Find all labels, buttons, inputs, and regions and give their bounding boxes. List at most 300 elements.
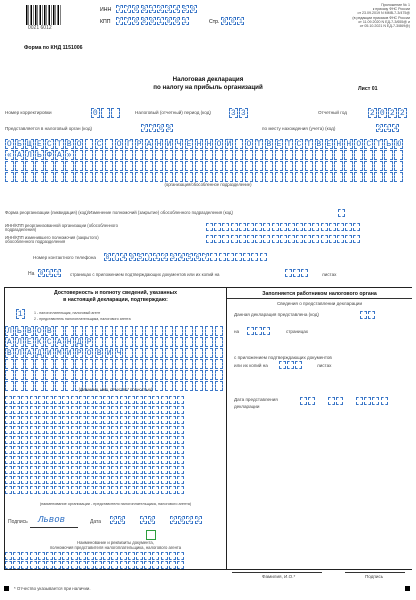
input-cell[interactable] — [62, 552, 69, 560]
input-cell[interactable] — [364, 172, 373, 182]
input-cell[interactable] — [111, 552, 118, 560]
input-cell[interactable]: И — [106, 349, 112, 358]
input-cell[interactable] — [87, 406, 94, 414]
input-cell[interactable] — [79, 552, 86, 560]
input-cell[interactable] — [13, 486, 20, 494]
input-cell[interactable] — [71, 552, 78, 560]
input-cell[interactable]: 2 — [187, 517, 192, 524]
input-cell[interactable]: О — [86, 349, 92, 358]
filed-code-cells[interactable] — [360, 311, 376, 319]
input-cell[interactable]: Ч — [176, 140, 182, 149]
input-cell[interactable] — [38, 552, 45, 560]
input-cell[interactable] — [95, 476, 102, 484]
input-cell[interactable] — [21, 416, 28, 424]
input-cell[interactable] — [13, 436, 20, 444]
input-cell[interactable] — [360, 311, 367, 319]
input-cell[interactable] — [79, 396, 86, 404]
input-cell[interactable]: А — [56, 151, 62, 160]
input-cell[interactable] — [85, 370, 94, 380]
input-cell[interactable]: И — [66, 349, 72, 358]
input-cell[interactable]: ) — [146, 254, 151, 261]
input-cell[interactable] — [125, 337, 134, 347]
input-cell[interactable]: Ь — [386, 140, 392, 149]
input-cell[interactable] — [295, 150, 304, 160]
input-cell[interactable] — [120, 476, 127, 484]
input-cell[interactable] — [384, 172, 393, 182]
input-cell[interactable] — [136, 426, 143, 434]
input-cell[interactable] — [177, 406, 184, 414]
input-cell[interactable] — [215, 326, 224, 336]
input-cell[interactable] — [144, 426, 151, 434]
input-cell[interactable] — [54, 552, 61, 560]
input-cell[interactable]: В — [66, 140, 72, 149]
input-cell[interactable] — [120, 456, 127, 464]
input-cell[interactable] — [71, 396, 78, 404]
input-cell[interactable] — [87, 476, 94, 484]
input-cell[interactable] — [45, 370, 54, 380]
input-cell[interactable] — [101, 108, 110, 118]
right-sheets-cells[interactable] — [279, 361, 304, 369]
input-cell[interactable] — [145, 370, 154, 380]
input-cell[interactable]: Т — [56, 140, 62, 149]
input-cell[interactable] — [165, 348, 174, 358]
input-cell[interactable] — [175, 172, 184, 182]
input-cell[interactable] — [128, 416, 135, 424]
reorg-cells[interactable] — [338, 209, 346, 217]
input-cell[interactable] — [275, 172, 284, 182]
input-cell[interactable] — [136, 406, 143, 414]
right-pages-cells[interactable] — [247, 327, 272, 335]
input-cell[interactable] — [15, 161, 24, 171]
grid-row[interactable] — [5, 359, 225, 369]
input-cell[interactable] — [135, 150, 144, 160]
input-cell[interactable] — [169, 561, 176, 569]
input-cell[interactable] — [222, 223, 229, 231]
input-cell[interactable] — [103, 446, 110, 454]
grid-row[interactable] — [5, 406, 185, 414]
input-cell[interactable]: 7 — [125, 18, 130, 25]
input-cell[interactable]: 2 — [162, 254, 167, 261]
input-cell[interactable] — [287, 361, 294, 369]
input-cell[interactable] — [46, 426, 53, 434]
input-cell[interactable] — [364, 150, 373, 160]
input-cell[interactable] — [177, 396, 184, 404]
input-cell[interactable]: 7 — [142, 125, 147, 132]
input-cell[interactable] — [87, 396, 94, 404]
input-cell[interactable] — [368, 311, 375, 319]
input-cell[interactable]: Г — [126, 140, 132, 149]
input-cell[interactable]: 7 — [125, 6, 130, 13]
input-cell[interactable] — [304, 223, 311, 231]
input-cell[interactable] — [280, 235, 287, 243]
input-cell[interactable]: С — [366, 140, 372, 149]
input-cell[interactable] — [247, 327, 254, 335]
input-cell[interactable] — [136, 466, 143, 474]
input-cell[interactable] — [38, 456, 45, 464]
input-cell[interactable] — [305, 161, 314, 171]
input-cell[interactable] — [105, 150, 114, 160]
input-cell[interactable] — [35, 370, 44, 380]
input-cell[interactable] — [95, 370, 104, 380]
input-cell[interactable] — [381, 397, 388, 405]
input-cell[interactable] — [120, 426, 127, 434]
input-cell[interactable]: А — [26, 349, 32, 358]
input-cell[interactable] — [120, 561, 127, 569]
input-cell[interactable] — [128, 406, 135, 414]
input-cell[interactable] — [46, 416, 53, 424]
input-cell[interactable] — [135, 370, 144, 380]
input-cell[interactable]: Т — [286, 140, 292, 149]
grid-row[interactable] — [5, 446, 185, 454]
input-cell[interactable] — [105, 337, 114, 347]
input-cell[interactable] — [54, 396, 61, 404]
input-cell[interactable] — [175, 348, 184, 358]
input-cell[interactable] — [111, 436, 118, 444]
input-cell[interactable] — [353, 235, 360, 243]
input-cell[interactable]: 2 — [369, 109, 375, 118]
input-cell[interactable] — [5, 552, 12, 560]
input-cell[interactable] — [175, 337, 184, 347]
input-cell[interactable] — [144, 486, 151, 494]
grid-row[interactable] — [5, 416, 185, 424]
input-cell[interactable]: 3 — [240, 109, 246, 118]
input-cell[interactable] — [321, 235, 328, 243]
input-cell[interactable] — [136, 561, 143, 569]
input-cell[interactable] — [55, 370, 64, 380]
input-cell[interactable]: 1 — [385, 125, 390, 132]
input-cell[interactable] — [195, 348, 204, 358]
input-cell[interactable] — [128, 446, 135, 454]
input-cell[interactable] — [243, 253, 250, 261]
input-cell[interactable]: Р — [86, 338, 92, 347]
input-cell[interactable] — [328, 397, 335, 405]
input-cell[interactable] — [169, 456, 176, 464]
input-cell[interactable] — [125, 359, 134, 369]
input-cell[interactable] — [87, 466, 94, 474]
input-cell[interactable] — [125, 172, 134, 182]
grid-row[interactable] — [5, 172, 404, 182]
input-cell[interactable] — [54, 486, 61, 494]
input-cell[interactable] — [345, 223, 352, 231]
input-cell[interactable]: И — [166, 140, 172, 149]
input-cell[interactable] — [152, 406, 159, 414]
input-cell[interactable] — [30, 476, 37, 484]
input-cell[interactable] — [321, 223, 328, 231]
input-cell[interactable] — [239, 235, 246, 243]
input-cell[interactable] — [103, 456, 110, 464]
input-cell[interactable] — [79, 561, 86, 569]
input-cell[interactable] — [5, 476, 12, 484]
input-cell[interactable] — [5, 436, 12, 444]
input-cell[interactable]: 0 — [133, 18, 138, 25]
input-cell[interactable] — [46, 406, 53, 414]
input-cell[interactable] — [79, 466, 86, 474]
input-cell[interactable] — [79, 456, 86, 464]
input-cell[interactable]: 1 — [154, 254, 159, 261]
input-cell[interactable]: 1 — [55, 270, 60, 277]
input-cell[interactable] — [222, 235, 229, 243]
input-cell[interactable] — [87, 416, 94, 424]
input-cell[interactable] — [177, 466, 184, 474]
input-cell[interactable]: 2 — [399, 109, 405, 118]
input-cell[interactable]: Е — [186, 140, 192, 149]
input-cell[interactable] — [95, 416, 102, 424]
input-cell[interactable] — [5, 426, 12, 434]
input-cell[interactable] — [55, 172, 64, 182]
date-month-cells[interactable] — [140, 516, 156, 524]
input-cell[interactable] — [144, 396, 151, 404]
input-cell[interactable] — [304, 235, 311, 243]
input-cell[interactable] — [35, 161, 44, 171]
input-cell[interactable] — [135, 337, 144, 347]
input-cell[interactable] — [161, 486, 168, 494]
input-cell[interactable] — [54, 446, 61, 454]
input-cell[interactable] — [338, 209, 345, 217]
input-cell[interactable] — [95, 456, 102, 464]
input-cell[interactable] — [30, 436, 37, 444]
input-cell[interactable] — [227, 253, 234, 261]
input-cell[interactable] — [87, 426, 94, 434]
grid-row[interactable] — [5, 561, 185, 569]
input-cell[interactable] — [251, 253, 258, 261]
input-cell[interactable] — [21, 476, 28, 484]
input-cell[interactable] — [125, 161, 134, 171]
input-cell[interactable]: Ю — [396, 140, 402, 149]
input-cell[interactable]: В — [46, 327, 52, 336]
input-cell[interactable] — [103, 436, 110, 444]
input-cell[interactable] — [79, 476, 86, 484]
input-cell[interactable] — [295, 161, 304, 171]
input-cell[interactable] — [111, 108, 120, 118]
input-cell[interactable] — [120, 552, 127, 560]
input-cell[interactable] — [205, 326, 214, 336]
input-cell[interactable] — [21, 396, 28, 404]
input-cell[interactable] — [195, 359, 204, 369]
input-cell[interactable]: 1 — [183, 18, 187, 25]
input-cell[interactable]: В — [26, 327, 32, 336]
input-cell[interactable]: « — [6, 151, 12, 160]
input-cell[interactable] — [79, 436, 86, 444]
input-cell[interactable] — [144, 561, 151, 569]
input-cell[interactable] — [87, 561, 94, 569]
input-cell[interactable] — [54, 426, 61, 434]
input-cell[interactable] — [145, 172, 154, 182]
input-cell[interactable] — [161, 446, 168, 454]
input-cell[interactable] — [185, 359, 194, 369]
input-cell[interactable] — [205, 150, 214, 160]
input-cell[interactable]: Ь — [16, 327, 22, 336]
input-cell[interactable]: В — [316, 140, 322, 149]
input-cell[interactable]: А — [16, 151, 22, 160]
input-cell[interactable] — [71, 436, 78, 444]
input-cell[interactable]: Н — [336, 140, 342, 149]
input-cell[interactable] — [300, 397, 307, 405]
input-cell[interactable] — [21, 456, 28, 464]
input-cell[interactable] — [305, 172, 314, 182]
input-cell[interactable] — [329, 223, 336, 231]
input-cell[interactable] — [35, 172, 44, 182]
phone-cells[interactable] — [104, 253, 268, 261]
input-cell[interactable] — [79, 446, 86, 454]
grid-row[interactable] — [5, 552, 185, 560]
input-cell[interactable] — [155, 326, 164, 336]
input-cell[interactable] — [245, 161, 254, 171]
grid-row[interactable] — [5, 370, 225, 380]
input-cell[interactable] — [152, 456, 159, 464]
input-cell[interactable] — [62, 476, 69, 484]
input-cell[interactable]: 1 — [47, 270, 52, 277]
input-cell[interactable] — [144, 476, 151, 484]
input-cell[interactable] — [144, 406, 151, 414]
input-cell[interactable]: А — [56, 338, 62, 347]
grid-row[interactable] — [5, 150, 404, 160]
input-cell[interactable] — [260, 253, 267, 261]
input-cell[interactable]: Р — [76, 349, 82, 358]
input-cell[interactable] — [75, 370, 84, 380]
input-cell[interactable] — [21, 486, 28, 494]
input-cell[interactable] — [247, 223, 254, 231]
input-cell[interactable]: Щ — [26, 140, 32, 149]
input-cell[interactable] — [21, 561, 28, 569]
input-cell[interactable] — [54, 476, 61, 484]
input-cell[interactable] — [120, 486, 127, 494]
input-cell[interactable] — [165, 359, 174, 369]
input-cell[interactable] — [152, 561, 159, 569]
input-cell[interactable] — [169, 416, 176, 424]
input-cell[interactable] — [136, 416, 143, 424]
input-cell[interactable] — [136, 446, 143, 454]
input-cell[interactable] — [315, 172, 324, 182]
input-cell[interactable] — [206, 223, 213, 231]
pages-cells[interactable] — [38, 269, 63, 277]
input-cell[interactable]: В — [6, 349, 12, 358]
input-cell[interactable]: 0 — [379, 109, 385, 118]
input-cell[interactable] — [315, 161, 324, 171]
input-cell[interactable] — [177, 446, 184, 454]
input-cell[interactable] — [62, 416, 69, 424]
input-cell[interactable] — [293, 269, 300, 277]
input-cell[interactable] — [152, 486, 159, 494]
input-cell[interactable] — [384, 150, 393, 160]
input-cell[interactable] — [136, 436, 143, 444]
input-cell[interactable] — [169, 446, 176, 454]
input-cell[interactable] — [95, 337, 104, 347]
input-cell[interactable] — [308, 397, 315, 405]
input-cell[interactable] — [235, 161, 244, 171]
input-cell[interactable] — [5, 161, 14, 171]
input-cell[interactable]: 0 — [150, 18, 155, 25]
input-cell[interactable] — [13, 446, 20, 454]
input-cell[interactable]: О — [6, 140, 12, 149]
input-cell[interactable] — [62, 396, 69, 404]
input-cell[interactable] — [62, 426, 69, 434]
input-cell[interactable] — [145, 150, 154, 160]
input-cell[interactable] — [235, 150, 244, 160]
input-cell[interactable] — [13, 561, 20, 569]
input-cell[interactable] — [325, 150, 334, 160]
input-cell[interactable] — [215, 348, 224, 358]
input-cell[interactable] — [65, 326, 74, 336]
input-cell[interactable] — [95, 446, 102, 454]
grid-row[interactable] — [5, 476, 185, 484]
input-cell[interactable] — [5, 456, 12, 464]
input-cell[interactable] — [38, 426, 45, 434]
input-cell[interactable] — [21, 552, 28, 560]
input-cell[interactable] — [54, 416, 61, 424]
year-cells[interactable] — [368, 108, 408, 118]
input-cell[interactable]: 1 — [238, 18, 243, 25]
input-cell[interactable] — [25, 370, 34, 380]
input-cell[interactable]: Д — [36, 349, 42, 358]
input-cell[interactable] — [195, 150, 204, 160]
input-cell[interactable] — [169, 396, 176, 404]
input-cell[interactable]: 4 — [179, 254, 184, 261]
input-cell[interactable] — [62, 446, 69, 454]
input-cell[interactable] — [120, 436, 127, 444]
input-cell[interactable] — [5, 446, 12, 454]
input-cell[interactable] — [95, 436, 102, 444]
input-cell[interactable]: О — [216, 140, 222, 149]
input-cell[interactable] — [185, 370, 194, 380]
input-cell[interactable] — [128, 436, 135, 444]
input-cell[interactable] — [105, 370, 114, 380]
input-cell[interactable] — [105, 161, 114, 171]
input-cell[interactable] — [255, 235, 262, 243]
input-cell[interactable]: 3 — [166, 6, 171, 13]
input-cell[interactable] — [38, 396, 45, 404]
input-cell[interactable] — [177, 561, 184, 569]
input-cell[interactable] — [5, 416, 12, 424]
input-cell[interactable] — [315, 150, 324, 160]
input-cell[interactable] — [38, 561, 45, 569]
input-cell[interactable] — [152, 436, 159, 444]
input-cell[interactable] — [103, 416, 110, 424]
input-cell[interactable] — [195, 172, 204, 182]
input-cell[interactable]: 2 — [158, 6, 163, 13]
input-cell[interactable] — [161, 561, 168, 569]
input-cell[interactable] — [225, 172, 234, 182]
input-cell[interactable] — [71, 466, 78, 474]
input-cell[interactable] — [247, 235, 254, 243]
input-cell[interactable]: Н — [66, 338, 72, 347]
input-cell[interactable] — [46, 466, 53, 474]
input-cell[interactable] — [5, 359, 14, 369]
input-cell[interactable] — [295, 172, 304, 182]
input-cell[interactable]: Б — [16, 140, 22, 149]
input-cell[interactable] — [354, 150, 363, 160]
input-cell[interactable] — [13, 426, 20, 434]
grid-row[interactable] — [5, 348, 225, 358]
input-cell[interactable] — [71, 456, 78, 464]
input-cell[interactable] — [255, 150, 264, 160]
input-cell[interactable]: 2 — [196, 517, 201, 524]
input-cell[interactable] — [185, 150, 194, 160]
input-cell[interactable] — [87, 446, 94, 454]
input-cell[interactable] — [120, 446, 127, 454]
input-cell[interactable] — [136, 552, 143, 560]
input-cell[interactable] — [185, 348, 194, 358]
input-cell[interactable] — [296, 235, 303, 243]
correction-cells[interactable] — [91, 108, 121, 118]
input-cell[interactable] — [336, 397, 343, 405]
input-cell[interactable] — [95, 326, 104, 336]
input-cell[interactable] — [288, 223, 295, 231]
input-cell[interactable] — [144, 456, 151, 464]
input-cell[interactable] — [45, 172, 54, 182]
grid-row[interactable] — [5, 426, 185, 434]
input-cell[interactable] — [128, 476, 135, 484]
input-cell[interactable] — [115, 326, 124, 336]
